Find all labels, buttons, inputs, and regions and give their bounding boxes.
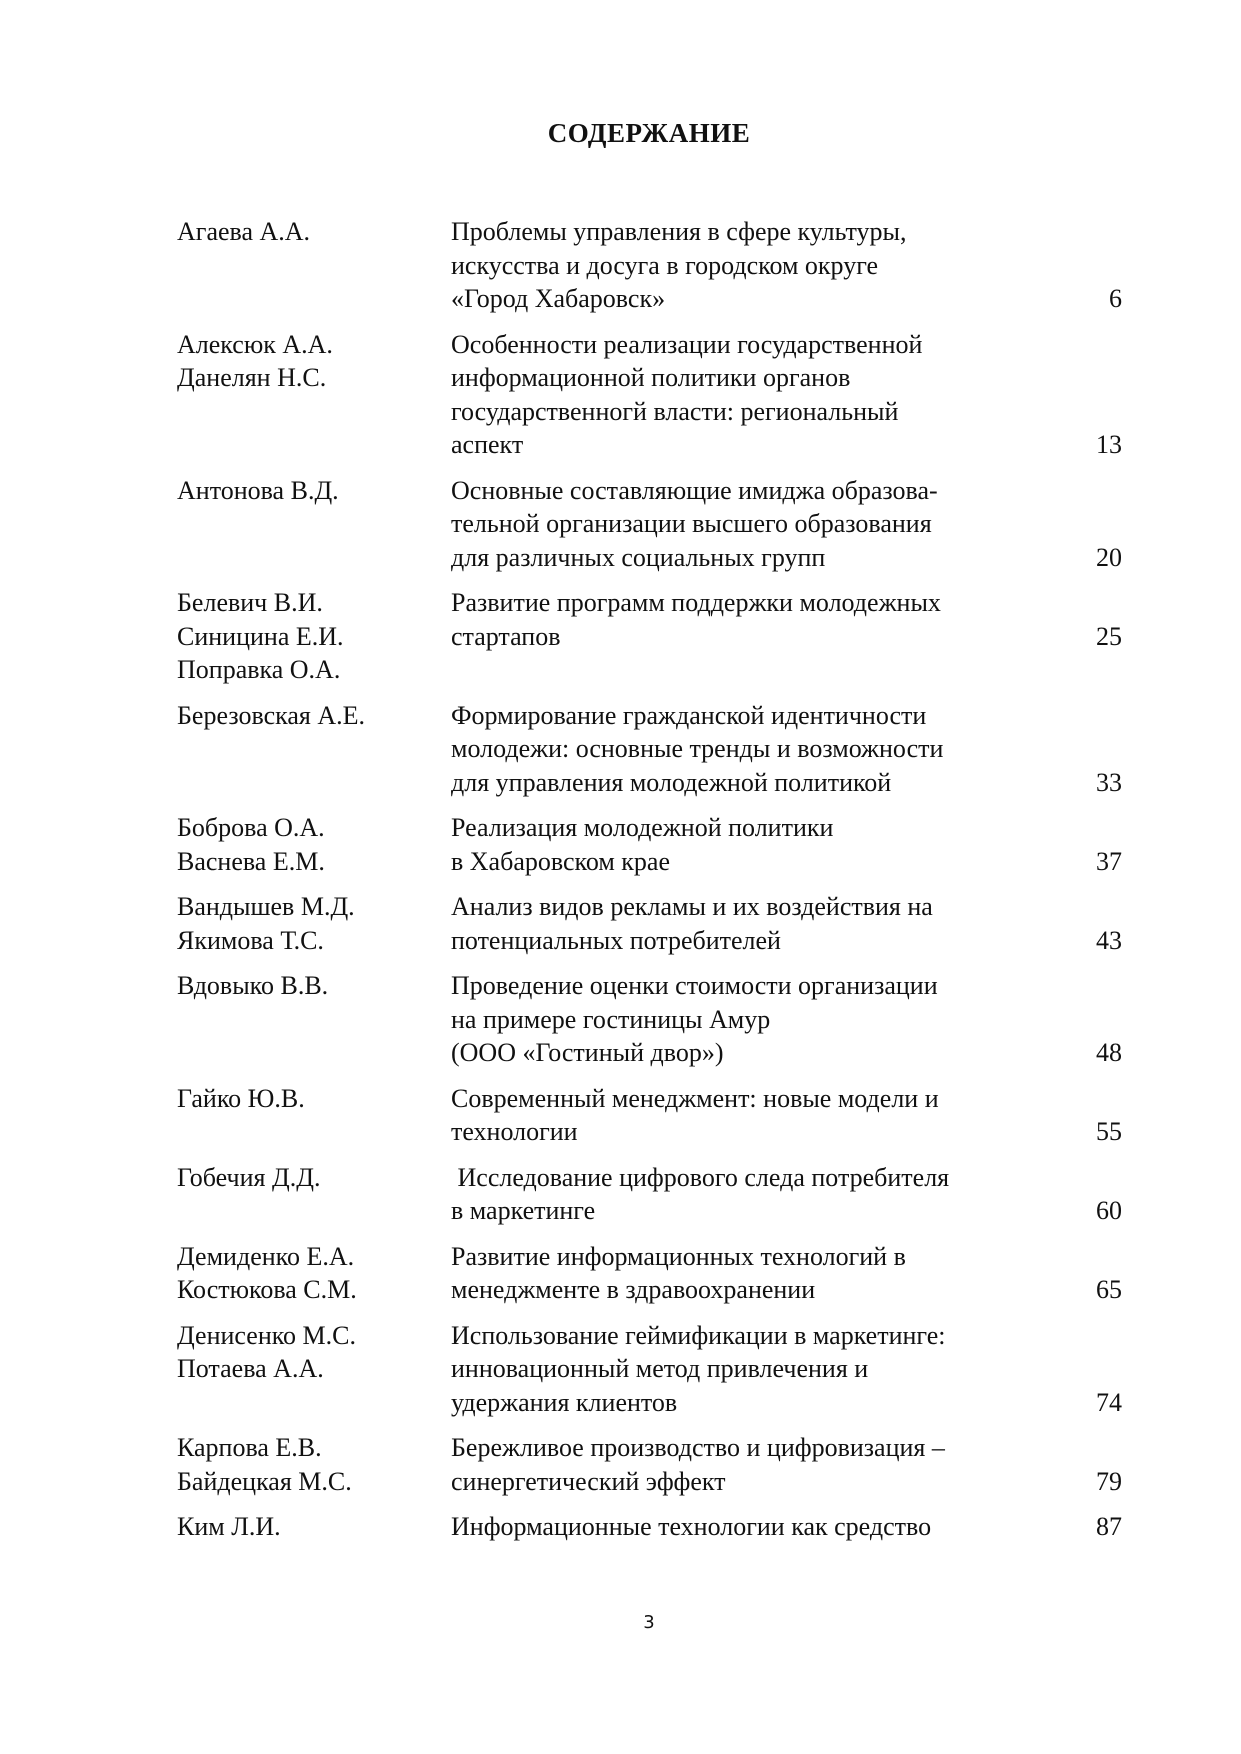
toc-entry-title <box>451 586 1021 687</box>
page-number: 65 <box>1096 1275 1122 1304</box>
author-name: Березовская А.Е. <box>177 700 366 730</box>
author-name: Боброва О.А. <box>177 813 325 842</box>
toc-entry-title <box>451 328 1021 462</box>
title-line: аспект <box>451 430 524 459</box>
page-number: 33 <box>1096 767 1122 797</box>
page-number: 48 <box>1096 1038 1122 1067</box>
page-number: 55 <box>1096 1117 1122 1146</box>
title-line: Особенности реализации государственной <box>451 329 923 359</box>
page-number: 37 <box>1096 846 1122 876</box>
author-name: Гобечия Д.Д. <box>177 1162 321 1192</box>
title-line: Основные составляющие имиджа образова- <box>451 475 938 505</box>
title-line: Формирование гражданской идентичности <box>451 700 927 730</box>
toc-entry-title <box>451 699 1021 800</box>
title-line: информационной политики органов <box>451 363 851 392</box>
title-line: технологии <box>451 1117 578 1146</box>
toc-entry-title <box>451 969 1021 1070</box>
title-line: стартапов <box>451 621 561 651</box>
toc-entry-authors <box>177 474 451 575</box>
page-number: 20 <box>1096 542 1122 572</box>
toc-entry-title <box>451 474 1021 575</box>
title-line: потенциальных потребителей <box>451 925 781 955</box>
toc-entry-authors <box>177 969 451 1070</box>
toc-entry <box>177 474 1122 575</box>
author-name: Байдецкая М.С. <box>177 1466 352 1496</box>
title-line: Исследование цифрового следа потребителя <box>451 1162 950 1192</box>
toc-entry-authors <box>177 811 451 878</box>
toc-entry <box>177 699 1122 800</box>
toc-entry-title <box>451 1319 1021 1420</box>
author-name: Васнева Е.М. <box>177 846 325 876</box>
title-line: искусства и досуга в городском округе <box>451 250 879 280</box>
title-line: в Хабаровском крае <box>451 846 671 876</box>
toc-entry-authors <box>177 328 451 462</box>
toc-entry <box>177 1161 1122 1228</box>
toc-entry <box>177 890 1122 957</box>
toc-entry <box>177 215 1122 316</box>
page-number: 87 <box>1096 1512 1122 1541</box>
author-name: Алексюк А.А. <box>177 329 333 359</box>
title-line: в маркетинге <box>451 1196 596 1225</box>
toc-entry-authors <box>177 699 451 800</box>
toc-entry-authors <box>177 215 451 316</box>
author-name: Вандышев М.Д. <box>177 892 355 921</box>
author-name: Костюкова С.М. <box>177 1275 357 1304</box>
author-name: Ким Л.И. <box>177 1512 281 1541</box>
title-line: Развитие программ поддержки молодежных <box>451 588 941 617</box>
author-name: Антонова В.Д. <box>177 475 339 505</box>
toc-entry-authors <box>177 1510 451 1544</box>
title-line: Анализ видов рекламы и их воздействия на <box>451 892 933 921</box>
title-line: Реализация молодежной политики <box>451 813 834 842</box>
toc-entry-authors <box>177 1431 451 1498</box>
title-line: Проведение оценки стоимости организации <box>451 971 938 1000</box>
title-line: Проблемы управления в сфере культуры, <box>451 217 907 246</box>
title-line: Информационные технологии как средство <box>451 1512 932 1541</box>
author-name: Агаева А.А. <box>177 217 311 246</box>
footer-page-number: 3 <box>643 1612 655 1633</box>
title-line: синергетический эффект <box>451 1466 726 1496</box>
author-name: Белевич В.И. <box>177 588 323 617</box>
toc-entry-title <box>451 1510 1021 1544</box>
title-line: Бережливое производство и цифровизация – <box>451 1433 945 1462</box>
author-name: Денисенко М.С. <box>177 1320 357 1350</box>
toc-entry-authors <box>177 1161 451 1228</box>
page-number: 25 <box>1096 621 1122 651</box>
page-number: 43 <box>1096 925 1122 955</box>
author-name: Потаева А.А. <box>177 1354 324 1383</box>
title-line: удержания клиентов <box>451 1387 678 1417</box>
toc-entry-title <box>451 1082 1021 1149</box>
author-name: Гайко Ю.В. <box>177 1083 305 1113</box>
title-line: для управления молодежной политикой <box>451 767 892 797</box>
title-line: Использование геймификации в маркетинге: <box>451 1320 946 1350</box>
title-line: «Город Хабаровск» <box>451 284 666 313</box>
toc-entry-title <box>451 890 1021 957</box>
toc-entry <box>177 811 1122 878</box>
page-number: 13 <box>1096 430 1122 459</box>
title-line: молодежи: основные тренды и возможности <box>451 734 944 763</box>
title-line: менеджменте в здравоохранении <box>451 1275 816 1304</box>
toc-entry <box>177 1431 1122 1498</box>
page-number: 6 <box>1109 284 1122 313</box>
toc-entry-title <box>451 215 1021 316</box>
toc-entry-authors <box>177 1319 451 1420</box>
toc-entry-authors <box>177 890 451 957</box>
toc-entry-authors <box>177 1082 451 1149</box>
title-line: тельной организации высшего образования <box>451 509 932 538</box>
author-name: Демиденко Е.А. <box>177 1241 355 1271</box>
page-number: 74 <box>1096 1387 1122 1417</box>
toc-entry <box>177 328 1122 462</box>
toc-entry-title <box>451 1431 1021 1498</box>
toc-entry <box>177 1082 1122 1149</box>
title-line: Современный менеджмент: новые модели и <box>451 1083 939 1113</box>
toc-entry-title <box>451 1240 1021 1307</box>
title-line: государственногй власти: региональный <box>451 396 899 426</box>
page-number: 79 <box>1096 1466 1122 1496</box>
title-line: Развитие информационных технологий в <box>451 1241 906 1271</box>
title-line: инновационный метод привлечения и <box>451 1354 869 1383</box>
author-name: Поправка О.А. <box>177 655 341 684</box>
author-name: Данелян Н.С. <box>177 363 327 392</box>
page-title: СОДЕРЖАНИЕ <box>547 118 751 148</box>
title-line: на примере гостиницы Амур <box>451 1004 771 1034</box>
title-line: для различных социальных групп <box>451 542 826 572</box>
table-of-contents <box>177 215 1122 1556</box>
author-name: Якимова Т.С. <box>177 925 324 955</box>
toc-entry <box>177 1510 1122 1544</box>
author-name: Вдовыко В.В. <box>177 971 329 1000</box>
page-number: 60 <box>1096 1196 1122 1225</box>
toc-entry-authors <box>177 1240 451 1307</box>
toc-entry-title <box>451 811 1021 878</box>
toc-entry-authors <box>177 586 451 687</box>
toc-entry <box>177 969 1122 1070</box>
author-name: Карпова Е.В. <box>177 1433 322 1462</box>
toc-entry-title <box>451 1161 1021 1228</box>
toc-entry <box>177 1319 1122 1420</box>
toc-entry <box>177 586 1122 687</box>
author-name: Синицина Е.И. <box>177 621 344 651</box>
toc-entry <box>177 1240 1122 1307</box>
title-line: (ООО «Гостиный двор») <box>451 1038 724 1067</box>
